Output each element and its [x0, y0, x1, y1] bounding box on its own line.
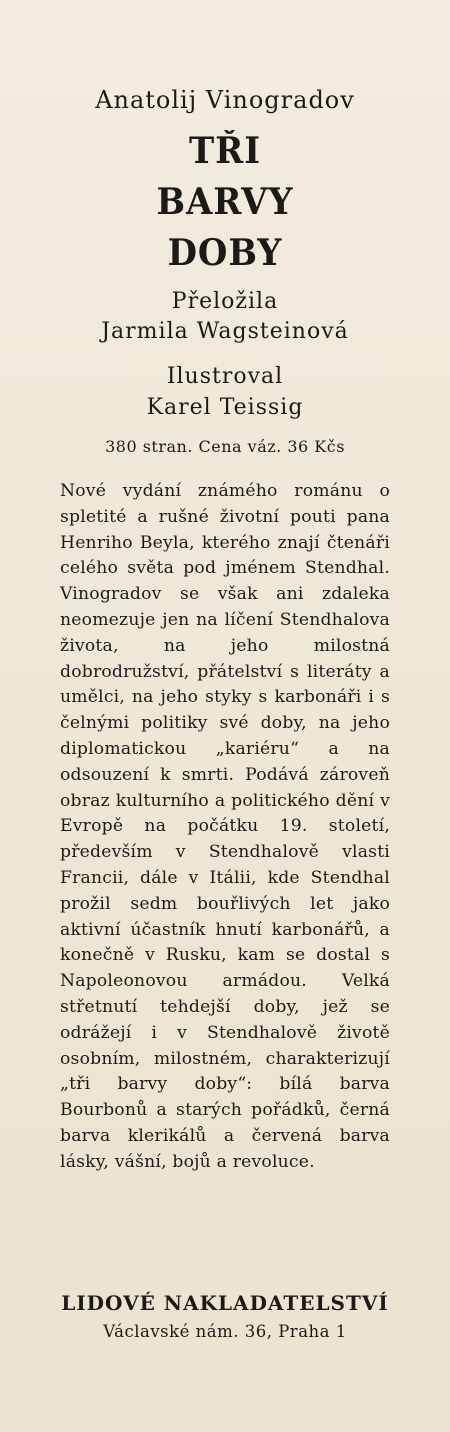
illustrator-role: Ilustroval: [166, 364, 284, 389]
translator-role: Přeložila: [171, 289, 279, 314]
book-title-line-3: DOBY: [167, 232, 283, 274]
author-name: Anatolij Vinogradov: [95, 86, 355, 114]
book-info: 380 stran. Cena váz. 36 Kčs: [105, 437, 345, 456]
book-title-line-1: TŘI: [189, 130, 261, 172]
book-description: Nové vydání známého románu o spletité a rušné životní pouti pana Henriho Beyla, kterého znají čtenáři celého světa pod jménem Stendhal. Vinogradov se však ani zdaleka neomezuje jen na líčení Stendhalova života, na jeho milostná dobrodružství, přátelství s literáty a umělci, na jeho styky s karbonáři i s čelnými politiky své doby, na jeho diplomatickou „kariéru“ a na odsouzení k smrti. Podává zároveň obraz kulturního a politického dění v Evropě na počátku 19. století, především v Stendhalově vlasti Francii, dále v Itálii, kde Stendhal prožil sedm bouřlivých let jako aktivní účastník hnutí karbonářů, a konečně v Rusku, kam se dostal s Napoleonovou armádou. Velká střetnutí tehdejší doby, jež se odrážejí i v Stendhalově životě osobním, milostném, charakterizují „tři barvy doby“: bílá barva Bourbonů a starých pořádků, černá barva klerikálů a červená barva lásky, vášní, bojů a revoluce.: [60, 481, 390, 1172]
publisher-name: LIDOVÉ NAKLADATELSTVÍ: [61, 1291, 389, 1315]
illustrator-name: Karel Teissig: [146, 395, 304, 420]
book-title-line-2: BARVY: [156, 181, 294, 223]
publisher-address: Václavské nám. 36, Praha 1: [103, 1322, 347, 1341]
translator-name: Jarmila Wagsteinová: [101, 319, 349, 344]
